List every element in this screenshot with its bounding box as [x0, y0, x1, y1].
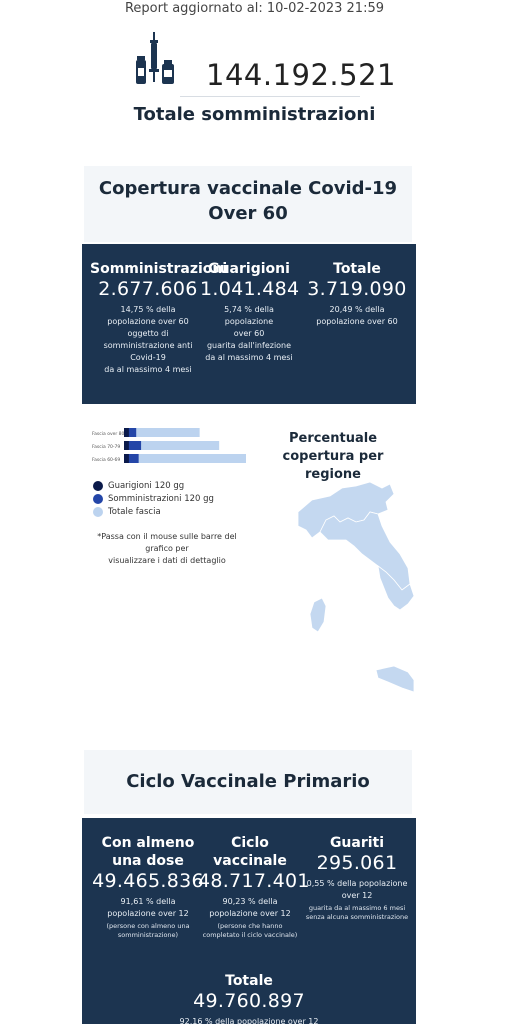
- stat-value: 49.465.836: [92, 870, 204, 892]
- map-title-line2: copertura per regione: [282, 449, 384, 482]
- over60-section-title: [84, 166, 412, 242]
- bar-totale[interactable]: [124, 454, 246, 463]
- bar-guarigioni[interactable]: [124, 441, 129, 450]
- chart-hint: [84, 531, 250, 567]
- legend-swatch: [93, 494, 103, 504]
- italy-region-map[interactable]: [290, 480, 414, 696]
- legend-swatch: [93, 481, 103, 491]
- stat-label-line1: Con almeno: [101, 835, 195, 851]
- hero-divider: [180, 96, 360, 97]
- map-title: [258, 430, 408, 484]
- stat-value: 1.041.484: [200, 278, 300, 300]
- stat-label-line1: Ciclo: [231, 835, 269, 851]
- legend-guarigioni: [93, 481, 184, 491]
- legend-totale: [93, 507, 161, 517]
- legend-label: Guarigioni 120 gg: [108, 481, 185, 491]
- stat-label: Guarigioni: [208, 261, 290, 277]
- stat-desc-line: 0,55 % della popolazione: [306, 879, 408, 888]
- stat-ciclo-vaccinale: [198, 834, 310, 940]
- bar-label: Fascia over 80: [92, 432, 125, 437]
- map-title-line1: Percentuale: [288, 431, 378, 446]
- stat-desc-line: da al massimo 4 mesi: [104, 365, 192, 374]
- over60-title-line2: Over 60: [208, 203, 288, 224]
- primary-cycle-panel: [82, 818, 416, 1024]
- stat-sub-line: (persone con almeno una: [106, 922, 190, 930]
- stat-value: 2.677.606: [98, 278, 198, 300]
- stat-value: 295.061: [316, 852, 398, 874]
- stat-desc-line: popolazione over 12: [107, 909, 189, 918]
- bar-label: Fascia 60-69: [92, 458, 121, 463]
- stat-value: 3.719.090: [307, 278, 407, 300]
- over60-title-line1: Copertura vaccinale Covid-19: [98, 178, 398, 199]
- map-region-centre[interactable]: [320, 512, 410, 590]
- stat-guarigioni: [200, 260, 298, 364]
- stat-somministrazioni: [90, 260, 228, 376]
- legend-somministrazioni: [93, 494, 214, 504]
- stat-totale-primary: [82, 972, 416, 1028]
- stat-sub-line: somministrazione): [117, 931, 179, 939]
- stat-desc-line: oggetto di: [127, 329, 169, 338]
- hint-line: visualizzare i dati di dettaglio: [108, 556, 226, 565]
- stat-label: Totale: [225, 973, 273, 989]
- over60-stats-panel: [82, 244, 416, 404]
- total-administrations-value: 144.192.521: [206, 58, 396, 92]
- bar-guarigioni[interactable]: [124, 454, 129, 463]
- stat-desc-line: over 12: [341, 891, 373, 900]
- stat-totale: [304, 260, 410, 328]
- stat-desc-line: popolazione over 60: [107, 317, 189, 326]
- total-administrations-label: Totale somministrazioni: [133, 104, 376, 125]
- age-group-bar-chart[interactable]: [90, 424, 250, 470]
- stat-sub-line: guarita da al massimo 6 mesi: [308, 904, 406, 912]
- stat-guariti: [304, 834, 410, 922]
- report-timestamp: Report aggiornato al: 10-02-2023 21:59: [124, 1, 384, 16]
- stat-value: 48.717.401: [198, 870, 310, 892]
- stat-label: Somministrazioni: [90, 261, 228, 277]
- hint-line: *Passa con il mouse sulle barre del grafico per: [97, 532, 237, 553]
- stat-desc-line: over 60: [233, 329, 265, 338]
- stat-desc-line: 92,16 % della popolazione over 12: [179, 1017, 319, 1026]
- legend-label: Somministrazioni 120 gg: [108, 494, 214, 504]
- stat-desc-line: 5,74 % della popolazione: [224, 305, 274, 326]
- map-region-sicilia[interactable]: [376, 666, 414, 692]
- stat-label-line2: vaccinale: [213, 853, 287, 869]
- stat-desc-line: da al massimo 4 mesi: [205, 353, 293, 362]
- primary-cycle-title: Ciclo Vaccinale Primario: [84, 750, 412, 814]
- stat-label-line2: una dose: [112, 853, 184, 869]
- stat-almeno-una-dose: [90, 834, 206, 940]
- stat-label-line1: Guariti: [329, 835, 385, 851]
- stat-desc-line: somministrazione anti: [103, 341, 193, 350]
- stat-label: Totale: [333, 261, 381, 277]
- stat-sub-line: (persone che hanno: [217, 922, 283, 930]
- stat-desc-line: guarita dall'infezione: [206, 341, 292, 350]
- stat-sub-line: senza alcuna somministrazione: [305, 913, 409, 921]
- legend-label: Totale fascia: [108, 507, 161, 517]
- vaccine-icon: [135, 32, 177, 88]
- stat-sub-line: completato il ciclo vaccinale): [202, 931, 298, 939]
- stat-desc-line: 20,49 % della: [329, 305, 385, 314]
- map-region-sardegna[interactable]: [310, 598, 326, 632]
- stat-desc-line: 14,75 % della: [120, 305, 176, 314]
- bar-label: Fascia 70-79: [92, 445, 121, 450]
- stat-desc-line: 91,61 % della: [120, 897, 176, 906]
- legend-swatch: [93, 507, 103, 517]
- stat-value: 49.760.897: [193, 990, 305, 1012]
- stat-desc-line: Covid-19: [130, 353, 166, 362]
- stat-desc-line: popolazione over 12: [209, 909, 291, 918]
- stat-desc-line: 90,23 % della: [222, 897, 278, 906]
- bar-guarigioni[interactable]: [124, 428, 129, 437]
- stat-desc-line: popolazione over 60: [316, 317, 398, 326]
